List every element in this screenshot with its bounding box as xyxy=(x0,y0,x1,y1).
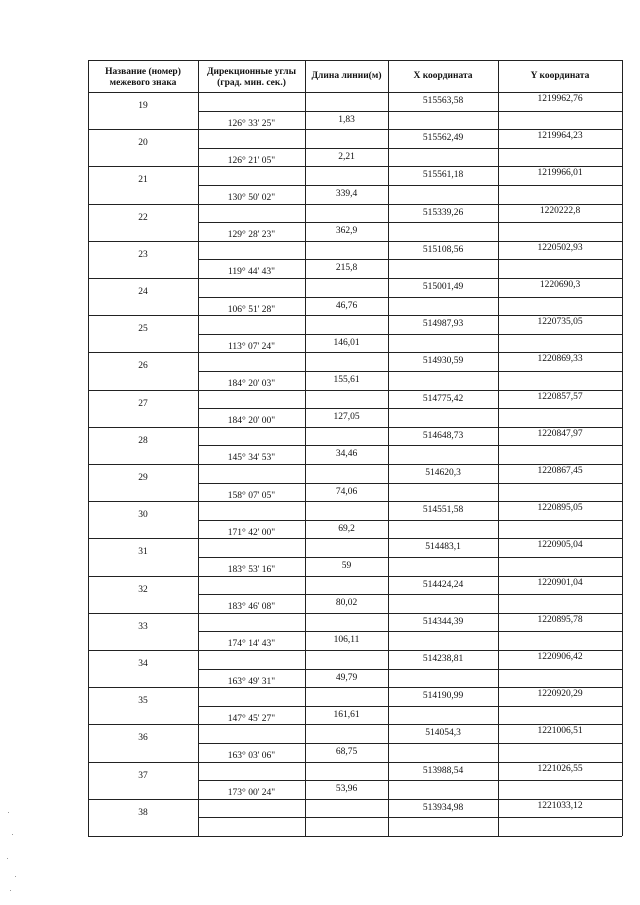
row-rule-name-4 xyxy=(88,166,198,167)
line-length-18: 68,75 xyxy=(335,747,358,757)
line-length-14: 80,02 xyxy=(335,598,358,609)
header-x-coordinate: X координата xyxy=(413,71,473,81)
y-coordinate-31: 1220905,04 xyxy=(537,540,583,551)
row-rule-segment-13 xyxy=(198,334,388,335)
row-rule-segment-11 xyxy=(198,297,388,298)
mark-name-36: 36 xyxy=(138,733,148,744)
x-coordinate-31: 514483,1 xyxy=(425,542,461,553)
column-rule-4 xyxy=(498,60,499,836)
direction-angle-16: 163° 49' 31" xyxy=(227,676,276,687)
row-rule-coord-17 xyxy=(388,408,622,409)
row-rule-name-14 xyxy=(88,352,198,353)
line-length-8: 155,61 xyxy=(333,375,360,385)
row-rule-coord-18 xyxy=(388,427,622,428)
y-coordinate-32: 1220901,04 xyxy=(537,577,583,588)
row-rule-coord-13 xyxy=(388,334,622,335)
row-rule-segment-23 xyxy=(198,520,388,521)
mark-name-28: 28 xyxy=(138,435,148,446)
row-rule-segment-end-26 xyxy=(198,576,388,577)
row-rule-segment-37 xyxy=(198,780,388,781)
row-rule-coord-23 xyxy=(388,520,622,521)
y-coordinate-27: 1220857,57 xyxy=(537,391,583,402)
row-rule-segment-27 xyxy=(198,594,388,595)
row-rule-coord-29 xyxy=(388,631,622,632)
y-coordinate-23: 1220502,93 xyxy=(537,242,583,253)
header-direction-angle: Дирекционные углы (град. мин. сек.) xyxy=(207,67,296,88)
row-rule-segment-end-38 xyxy=(198,799,388,800)
mark-name-32: 32 xyxy=(138,584,148,595)
mark-name-35: 35 xyxy=(138,696,148,707)
row-rule-segment-39 xyxy=(198,817,388,818)
row-rule-segment-end-20 xyxy=(198,464,388,465)
row-rule-name-10 xyxy=(88,278,198,279)
mark-name-27: 27 xyxy=(138,398,148,409)
row-rule-coord-5 xyxy=(388,185,622,186)
mark-name-38: 38 xyxy=(138,807,148,818)
direction-angle-13: 183° 53' 16" xyxy=(227,565,276,575)
x-coordinate-25: 514987,93 xyxy=(422,319,464,330)
row-rule-coord-19 xyxy=(388,445,622,446)
line-length-2: 2,21 xyxy=(338,151,355,162)
y-coordinate-19: 1219962,76 xyxy=(537,94,583,104)
row-rule-coord-3 xyxy=(388,148,622,149)
x-coordinate-19: 515563,58 xyxy=(422,96,464,106)
row-rule-coord-14 xyxy=(388,352,622,353)
y-coordinate-38: 1221033,12 xyxy=(537,800,583,811)
mark-name-33: 33 xyxy=(138,621,148,632)
scan-speck xyxy=(10,890,11,891)
header-mark-name: Название (номер) межевого знака xyxy=(105,67,181,88)
row-rule-name-32 xyxy=(88,687,198,688)
x-coordinate-22: 515339,26 xyxy=(422,207,464,218)
direction-angle-9: 184° 20' 00" xyxy=(227,416,276,427)
direction-angle-7: 113° 07' 24" xyxy=(227,341,276,352)
x-coordinate-35: 514190,99 xyxy=(422,691,464,702)
line-length-5: 215,8 xyxy=(335,263,358,274)
scan-speck xyxy=(8,812,9,813)
mark-name-30: 30 xyxy=(138,510,148,521)
y-coordinate-30: 1220895,05 xyxy=(537,503,583,514)
y-coordinate-29: 1220867,45 xyxy=(537,466,583,476)
y-coordinate-28: 1220847,97 xyxy=(537,428,583,439)
column-rule-1 xyxy=(198,60,199,836)
row-rule-segment-end-6 xyxy=(198,204,388,205)
y-coordinate-36: 1221006,51 xyxy=(537,726,583,737)
row-rule-segment-end-2 xyxy=(198,129,388,130)
row-rule-segment-end-32 xyxy=(198,687,388,688)
row-rule-segment-33 xyxy=(198,706,388,707)
row-rule-coord-24 xyxy=(388,538,622,539)
direction-angle-17: 147° 45' 27" xyxy=(227,713,276,724)
row-rule-coord-12 xyxy=(388,315,622,316)
line-length-17: 161,61 xyxy=(333,709,360,720)
mark-name-19: 19 xyxy=(138,101,148,111)
row-rule-coord-16 xyxy=(388,390,622,391)
line-length-1: 1,83 xyxy=(338,114,355,125)
y-coordinate-35: 1220920,29 xyxy=(537,689,583,700)
row-rule-coord-6 xyxy=(388,204,622,205)
x-coordinate-36: 514054,3 xyxy=(425,728,461,739)
row-rule-segment-end-16 xyxy=(198,390,388,391)
line-length-19: 53,96 xyxy=(335,784,358,795)
row-rule-name-30 xyxy=(88,650,198,651)
y-coordinate-26: 1220869,33 xyxy=(537,354,583,365)
row-rule-coord-39 xyxy=(388,817,622,818)
row-rule-segment-end-30 xyxy=(198,650,388,651)
x-coordinate-20: 515562,49 xyxy=(422,133,464,144)
line-length-4: 362,9 xyxy=(335,226,358,237)
mark-name-20: 20 xyxy=(138,138,148,149)
row-rule-segment-end-28 xyxy=(198,613,388,614)
row-rule-segment-35 xyxy=(198,743,388,744)
row-rule-coord-35 xyxy=(388,743,622,744)
column-rule-5 xyxy=(622,60,623,836)
x-coordinate-29: 514620,3 xyxy=(425,468,461,478)
row-rule-segment-end-12 xyxy=(198,315,388,316)
row-rule-coord-20 xyxy=(388,464,622,465)
row-rule-coord-26 xyxy=(388,576,622,577)
row-rule-segment-end-14 xyxy=(198,352,388,353)
row-rule-coord-4 xyxy=(388,166,622,167)
row-rule-coord-30 xyxy=(388,650,622,651)
header-y-coordinate: Y координата xyxy=(530,71,590,81)
header-rule xyxy=(88,92,622,93)
x-coordinate-38: 513934,98 xyxy=(422,802,464,813)
mark-name-23: 23 xyxy=(138,249,148,260)
y-coordinate-22: 1220222,8 xyxy=(539,205,581,216)
x-coordinate-37: 513988,54 xyxy=(422,765,464,776)
x-coordinate-30: 514551,58 xyxy=(422,505,464,516)
table-border-bottom xyxy=(88,836,622,837)
row-rule-coord-9 xyxy=(388,259,622,260)
row-rule-segment-end-34 xyxy=(198,724,388,725)
line-length-9: 127,05 xyxy=(333,412,360,423)
direction-angle-12: 171° 42' 00" xyxy=(227,527,276,538)
row-rule-segment-15 xyxy=(198,371,388,372)
row-rule-segment-end-4 xyxy=(198,166,388,167)
row-rule-segment-end-10 xyxy=(198,278,388,279)
row-rule-name-26 xyxy=(88,576,198,577)
y-coordinate-37: 1221026,55 xyxy=(537,763,583,774)
direction-angle-8: 184° 20' 03" xyxy=(227,379,276,389)
row-rule-segment-5 xyxy=(198,185,388,186)
direction-angle-19: 173° 00' 24" xyxy=(227,788,276,799)
row-rule-segment-end-24 xyxy=(198,538,388,539)
column-rule-2 xyxy=(305,60,306,836)
row-rule-coord-33 xyxy=(388,706,622,707)
mark-name-29: 29 xyxy=(138,473,148,483)
row-rule-coord-37 xyxy=(388,780,622,781)
row-rule-coord-21 xyxy=(388,483,622,484)
row-rule-segment-19 xyxy=(198,445,388,446)
line-length-15: 106,11 xyxy=(333,635,360,646)
row-rule-segment-21 xyxy=(198,483,388,484)
row-rule-coord-32 xyxy=(388,687,622,688)
row-rule-segment-end-22 xyxy=(198,501,388,502)
header-line-length: Длина линии(м) xyxy=(311,71,382,81)
x-coordinate-32: 514424,24 xyxy=(422,579,464,590)
row-rule-coord-7 xyxy=(388,222,622,223)
mark-name-31: 31 xyxy=(138,547,148,558)
line-length-16: 49,79 xyxy=(335,672,358,683)
x-coordinate-33: 514344,39 xyxy=(422,616,464,627)
scan-speck xyxy=(12,834,13,835)
direction-angle-15: 174° 14' 43" xyxy=(227,639,276,650)
x-coordinate-28: 514648,73 xyxy=(422,430,464,441)
y-coordinate-21: 1219966,01 xyxy=(537,168,583,179)
x-coordinate-24: 515001,49 xyxy=(422,282,464,292)
mark-name-34: 34 xyxy=(138,659,148,669)
direction-angle-6: 106° 51' 28" xyxy=(227,304,276,315)
direction-angle-5: 119° 44' 43" xyxy=(227,267,276,278)
table-border-top xyxy=(88,60,622,61)
direction-angle-18: 163° 03' 06" xyxy=(227,751,276,761)
row-rule-name-18 xyxy=(88,427,198,428)
direction-angle-3: 130° 50' 02" xyxy=(227,193,276,203)
row-rule-name-28 xyxy=(88,613,198,614)
row-rule-segment-29 xyxy=(198,631,388,632)
row-rule-name-2 xyxy=(88,129,198,130)
y-coordinate-34: 1220906,42 xyxy=(537,652,583,662)
row-rule-segment-17 xyxy=(198,408,388,409)
row-rule-coord-10 xyxy=(388,278,622,279)
column-rule-3 xyxy=(388,60,389,836)
row-rule-coord-28 xyxy=(388,613,622,614)
line-length-3: 339,4 xyxy=(335,189,358,199)
direction-angle-4: 129° 28' 23" xyxy=(227,230,276,241)
row-rule-segment-3 xyxy=(198,148,388,149)
direction-angle-1: 126° 33' 25" xyxy=(227,118,276,129)
mark-name-25: 25 xyxy=(138,324,148,335)
scan-speck xyxy=(7,858,8,859)
y-coordinate-25: 1220735,05 xyxy=(537,317,583,328)
row-rule-segment-end-18 xyxy=(198,427,388,428)
mark-name-37: 37 xyxy=(138,770,148,781)
y-coordinate-33: 1220895,78 xyxy=(537,614,583,625)
x-coordinate-26: 514930,59 xyxy=(422,356,464,367)
row-rule-name-22 xyxy=(88,501,198,502)
row-rule-segment-7 xyxy=(198,222,388,223)
row-rule-segment-25 xyxy=(198,557,388,558)
row-rule-coord-1 xyxy=(388,111,622,112)
line-length-7: 146,01 xyxy=(333,337,360,348)
line-length-13: 59 xyxy=(341,561,352,571)
row-rule-name-38 xyxy=(88,799,198,800)
row-rule-coord-27 xyxy=(388,594,622,595)
x-coordinate-23: 515108,56 xyxy=(422,244,464,255)
row-rule-name-34 xyxy=(88,724,198,725)
row-rule-segment-9 xyxy=(198,259,388,260)
line-length-6: 46,76 xyxy=(335,300,358,311)
row-rule-coord-36 xyxy=(388,762,622,763)
y-coordinate-24: 1220690,3 xyxy=(539,280,581,290)
scan-speck xyxy=(15,876,16,877)
row-rule-coord-38 xyxy=(388,799,622,800)
row-rule-coord-11 xyxy=(388,297,622,298)
row-rule-name-24 xyxy=(88,538,198,539)
mark-name-22: 22 xyxy=(138,212,148,223)
y-coordinate-20: 1219964,23 xyxy=(537,131,583,142)
row-rule-name-12 xyxy=(88,315,198,316)
x-coordinate-21: 515561,18 xyxy=(422,170,464,181)
row-rule-coord-31 xyxy=(388,669,622,670)
row-rule-name-36 xyxy=(88,762,198,763)
direction-angle-2: 126° 21' 05" xyxy=(227,155,276,166)
row-rule-coord-34 xyxy=(388,724,622,725)
line-length-12: 69,2 xyxy=(338,523,355,534)
row-rule-segment-1 xyxy=(198,111,388,112)
row-rule-coord-8 xyxy=(388,241,622,242)
mark-name-24: 24 xyxy=(138,287,148,297)
row-rule-segment-end-8 xyxy=(198,241,388,242)
row-rule-name-16 xyxy=(88,390,198,391)
row-rule-segment-end-36 xyxy=(198,762,388,763)
direction-angle-14: 183° 46' 08" xyxy=(227,602,276,613)
mark-name-26: 26 xyxy=(138,361,148,372)
direction-angle-10: 145° 34' 53" xyxy=(227,453,276,464)
row-rule-coord-25 xyxy=(388,557,622,558)
direction-angle-11: 158° 07' 05" xyxy=(227,490,276,501)
row-rule-coord-2 xyxy=(388,129,622,130)
line-length-10: 34,46 xyxy=(335,449,358,460)
mark-name-21: 21 xyxy=(138,175,148,186)
line-length-11: 74,06 xyxy=(335,486,358,497)
x-coordinate-34: 514238,81 xyxy=(422,654,464,664)
row-rule-name-20 xyxy=(88,464,198,465)
row-rule-name-6 xyxy=(88,204,198,205)
row-rule-segment-31 xyxy=(198,669,388,670)
row-rule-coord-15 xyxy=(388,371,622,372)
x-coordinate-27: 514775,42 xyxy=(422,393,464,404)
row-rule-name-8 xyxy=(88,241,198,242)
row-rule-coord-22 xyxy=(388,501,622,502)
